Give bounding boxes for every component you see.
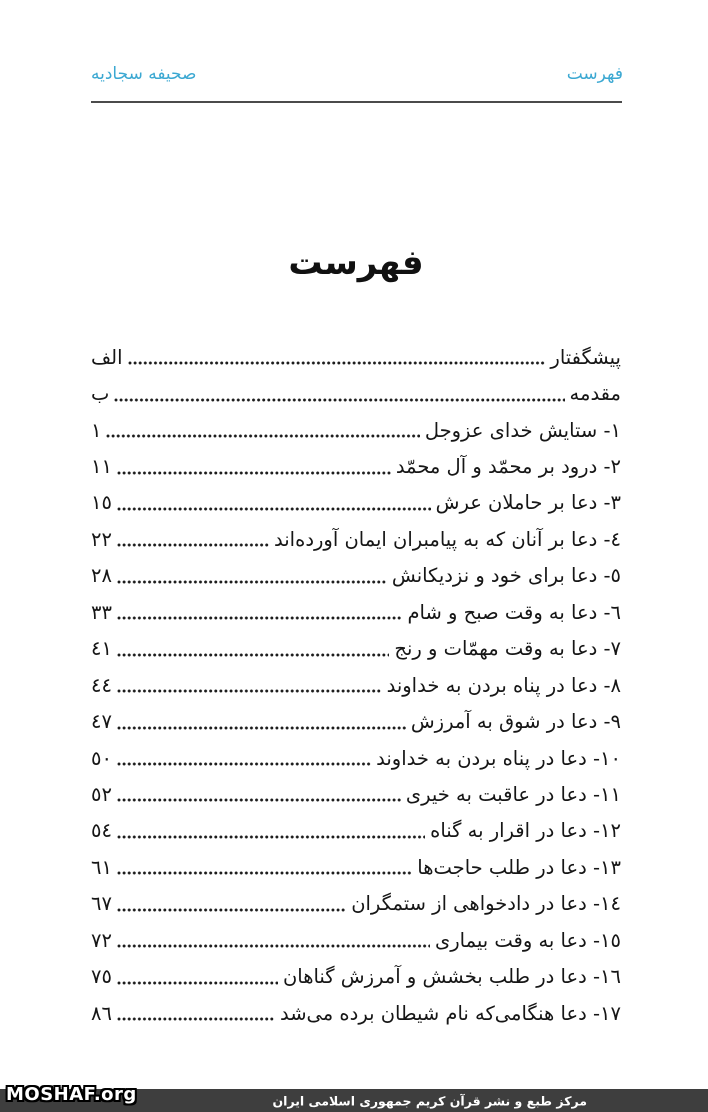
toc-row [91,558,621,594]
toc-page-number: ١ [91,418,102,442]
dot-leader [117,471,391,475]
toc-row [91,339,621,375]
toc-page-number: ٣٣ [91,600,112,624]
toc-entry-label: ٧- دعا به وقت مهمّات و رنج [394,637,621,661]
dot-leader [117,726,406,730]
toc-entry-label: ١٥- دعا به وقت بیماری [434,928,621,952]
toc-page-number: ٦١ [91,855,112,879]
dot-leader [117,762,371,766]
toc-row [91,886,621,922]
toc-entry-label: ١٧- دعا هنگامی‌که نام شیطان برده می‌شد [279,1001,621,1025]
toc-entry-label: ٥- دعا برای خود و نزدیکانش [391,564,621,588]
toc-row [91,849,621,885]
dot-leader [106,434,419,438]
toc-entry-label: ٢- درود بر محمّد و آل محمّد [395,455,621,479]
toc-page-number: الف [91,345,123,369]
toc-entry-label: مقدمه [569,382,621,406]
dot-leader [117,835,425,839]
toc-entry-label: پیشگفتار [550,345,621,369]
header-book-title: صحیفه سجادیه [91,64,197,84]
toc-row [91,703,621,739]
dot-leader [117,944,430,948]
toc-page-number: ٤٤ [91,673,112,697]
dot-leader [117,616,403,620]
toc-row [91,448,621,484]
dot-leader [117,507,431,511]
toc-entry-label: ٦- دعا به وقت صبح و شام [407,600,621,624]
dot-leader [128,361,546,365]
toc-entry-label: ٤- دعا بر آنان که به پیامبران ایمان آورده‌اند [274,527,621,551]
toc-page-number: ٤١ [91,637,112,661]
toc-entry-label: ١٢- دعا در اقرار به گناه [430,819,621,843]
toc-page-number: ٥٢ [91,782,112,806]
toc-page-number: ٧٥ [91,965,112,989]
toc-page-number: ٨٦ [91,1001,112,1025]
dot-leader [117,908,346,912]
dot-leader [117,543,269,547]
toc-page-number: ١١ [91,455,112,479]
toc-page-number: ٤٧ [91,710,112,734]
table-of-contents [91,339,621,1031]
header-section-label: فهرست [566,64,623,84]
toc-entry-label: ١٠- دعا در پناه بردن به خداوند [376,746,621,770]
toc-page-number: ٥٤ [91,819,112,843]
toc-row [91,631,621,667]
toc-entry-label: ١٣- دعا در طلب حاجت‌ها [417,855,621,879]
dot-leader [117,580,387,584]
dot-leader [114,398,564,402]
toc-row [91,594,621,630]
toc-row [91,521,621,557]
toc-entry-label: ٣- دعا بر حاملان عرش [435,491,621,515]
dot-leader [117,981,278,985]
toc-row [91,375,621,411]
dot-leader [117,653,389,657]
page-title: فهرست [288,243,424,283]
toc-row [91,485,621,521]
moshaf-watermark: MOSHAF.org [6,1084,137,1105]
toc-entry-label: ٨- دعا در پناه بردن به خداوند [386,673,621,697]
dot-leader [117,798,401,802]
toc-page-number: ٧٢ [91,928,112,952]
toc-entry-label: ٩- دعا در شوق به آمرزش [410,710,621,734]
toc-entry-label: ١٤- دعا در دادخواهی از ستمگران [351,892,621,916]
toc-row [91,740,621,776]
publisher-name: مرکز طبع و نشر قرآن کریم جمهوری اسلامی ایران [272,1093,587,1108]
running-head [91,64,623,84]
header-divider [91,101,622,103]
toc-row [91,922,621,958]
toc-entry-label: ١- ستایش خدای عزوجل [424,418,621,442]
toc-page-number: ٢٨ [91,564,112,588]
toc-row [91,958,621,994]
toc-row [91,813,621,849]
toc-entry-label: ١١- دعا در عاقبت به خیری [405,782,621,806]
dot-leader [117,689,382,693]
toc-entry-label: ١٦- دعا در طلب بخشش و آمرزش گناهان [282,965,621,989]
toc-page-number: ب [91,382,110,406]
toc-row [91,667,621,703]
toc-page-number: ٦٧ [91,892,112,916]
toc-page-number: ١٥ [91,491,112,515]
toc-row [91,776,621,812]
toc-row [91,995,621,1031]
toc-page-number: ٥٠ [91,746,112,770]
dot-leader [117,871,412,875]
toc-page-number: ٢٢ [91,527,112,551]
dot-leader [117,1017,275,1021]
toc-row [91,412,621,448]
